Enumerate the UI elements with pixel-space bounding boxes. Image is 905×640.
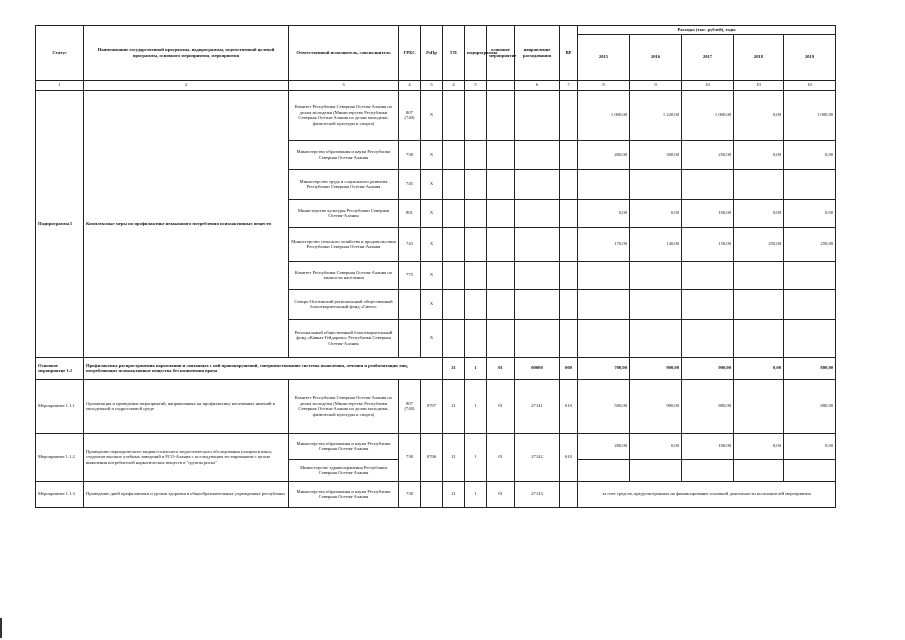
grbs-cell: 807 (740) xyxy=(399,379,421,433)
subprogram-name: Комплексные меры по профилактике незаконного потребления психоактивных веществ xyxy=(84,90,289,357)
grbs-cell: 743 xyxy=(399,227,421,261)
executor-cell: Комитет Республики Северная Осетия-Алания по занятости населения xyxy=(289,261,399,289)
rzpr-cell: Х xyxy=(421,289,443,319)
executor-cell: Министерство здравоохранения Республики Северная Осетия-Алания xyxy=(289,459,399,481)
grbs-cell xyxy=(399,289,421,319)
column-number: 9 xyxy=(630,80,682,90)
event-status: Мероприятие 1.1.1 xyxy=(36,379,84,433)
rzpr-cell: Х xyxy=(421,169,443,199)
value-cell: 0,00 xyxy=(630,433,682,459)
main-event-name: Профилактика распространения наркомании и связанных с ней правонарушений, совершенствование системы выявления, лечения и реабилитации лиц, потребляющих психоактивные вещества без назначения врача xyxy=(84,357,443,379)
column-number: 4 xyxy=(399,80,421,90)
executor-cell: Министерство сельского хозяйства и продовольствия Республики Северная Осетия-Алания xyxy=(289,227,399,261)
subprogram-cell: 1 xyxy=(465,433,487,481)
value-cell: 900,00 xyxy=(682,357,734,379)
table-row xyxy=(36,379,836,433)
subprogram-status: Подпрограмма I xyxy=(36,90,84,357)
direction-cell: 00000 xyxy=(515,357,560,379)
subprogram-cell: 1 xyxy=(465,357,487,379)
value-cell: 150,00 xyxy=(682,227,734,261)
main-event-status: Основное мероприятие 1.1 xyxy=(36,357,84,379)
value-cell: 400,00 xyxy=(578,140,630,169)
rzpr-cell: Х xyxy=(421,227,443,261)
value-cell: 0,00 xyxy=(784,433,836,459)
value-cell: 0,00 xyxy=(734,199,784,227)
executor-cell: Министерство образования и науки Республики Северная Осетия-Алания xyxy=(289,140,399,169)
column-number: 5 xyxy=(421,80,443,90)
value-cell: 0,00 xyxy=(784,140,836,169)
value-cell: 100,00 xyxy=(682,433,734,459)
direction-cell: 27142 xyxy=(515,433,560,481)
main-event-cell: 01 xyxy=(487,357,515,379)
grbs-cell: 775 xyxy=(399,261,421,289)
grbs-cell xyxy=(399,319,421,357)
direction-cell: 27143 xyxy=(515,481,560,507)
value-cell: 800,00 xyxy=(784,379,836,433)
grbs-cell: 738 xyxy=(399,433,421,481)
grbs-cell: 745 xyxy=(399,169,421,199)
header-year: 2019 xyxy=(784,34,836,80)
rzpr-cell: Х xyxy=(421,319,443,357)
header-year: 2017 xyxy=(682,34,734,80)
value-cell: 140,00 xyxy=(630,227,682,261)
value-cell: 0,00 xyxy=(734,433,784,459)
header-name: Наименование государственной программы, подпрограммы, ведомственной целевой программы, основного мероприятия, мероприятия xyxy=(84,26,289,81)
executor-cell: Комитет Республики Северная Осетия-Алания по делам молодежи (Министерство Республики Северная Осетия-Алания по делам молодежи, физической культуры и спорта) xyxy=(289,379,399,433)
column-number-row xyxy=(36,80,836,90)
header-gp: ГП xyxy=(443,26,465,81)
gp-cell: 21 xyxy=(443,433,465,481)
main-event-cell: 01 xyxy=(487,379,515,433)
executor-cell: Министерство труда и социального развития Республики Северная Осетия-Алания xyxy=(289,169,399,199)
value-cell: 200,00 xyxy=(578,433,630,459)
value-cell: 700,00 xyxy=(578,357,630,379)
table-row xyxy=(36,481,836,507)
column-number: 10 xyxy=(682,80,734,90)
header-subprogram: подпрограмма xyxy=(465,26,487,81)
executor-cell: Министерство образования и науки Республики Северная Осетия-Алания xyxy=(289,481,399,507)
table-row xyxy=(36,357,836,379)
header-year: 2016 xyxy=(630,34,682,80)
value-cell: 900,00 xyxy=(630,379,682,433)
value-cell: 1 000,00 xyxy=(682,90,734,140)
value-cell: 1 220,00 xyxy=(630,90,682,140)
rzpr-cell: Х xyxy=(421,90,443,140)
vr-cell: 610 xyxy=(560,379,578,433)
column-number: 3 xyxy=(289,80,399,90)
event-status: Мероприятие 1.1.2 xyxy=(36,433,84,481)
event-name: Проведение дней профилактики и уроков здоровья в общеобразовательных учреждениях республики xyxy=(84,481,289,507)
value-cell: 250,00 xyxy=(682,140,734,169)
rzpr-cell: 0707 xyxy=(421,379,443,433)
vr-cell: 000 xyxy=(560,357,578,379)
gp-cell: 21 xyxy=(443,357,465,379)
column-number: 6 xyxy=(515,80,560,90)
header-year: 2015 xyxy=(578,34,630,80)
header-rzpr: РзПр xyxy=(421,26,443,81)
gp-cell: 21 xyxy=(443,481,465,507)
value-cell: 250,00 xyxy=(784,227,836,261)
funding-note: за счет средств, предусмотренных на финансирование основной деятельности исполнителей мероприятия xyxy=(578,481,836,507)
scan-edge-mark xyxy=(0,618,2,638)
header-row xyxy=(36,26,836,35)
rzpr-cell: Х xyxy=(421,261,443,289)
table-row xyxy=(36,90,836,140)
vr-cell: 610 xyxy=(560,433,578,481)
header-main-event: основное мероприятие xyxy=(487,26,515,81)
main-event-cell: 01 xyxy=(487,433,515,481)
column-number: 10 xyxy=(784,80,836,90)
rzpr-cell: Х xyxy=(421,199,443,227)
value-cell: 300,00 xyxy=(630,140,682,169)
grbs-cell: 807 (740) xyxy=(399,90,421,140)
executor-cell: Комитет Республики Северная Осетия-Алания по делам молодежи (Министерство Республики Северная Осетия-Алания по делам молодежи, физической культуры и спорта) xyxy=(289,90,399,140)
value-cell: 0,00 xyxy=(734,140,784,169)
event-name: Организация и проведение мероприятий, направленных на профилактику негативных явлений в молодежной и подростковой среде xyxy=(84,379,289,433)
column-number: 5 xyxy=(465,80,487,90)
value-cell: 100,00 xyxy=(682,199,734,227)
value-cell: 900,00 xyxy=(630,357,682,379)
direction-cell: 27141 xyxy=(515,379,560,433)
subprogram-cell: 1 xyxy=(465,379,487,433)
subprogram-cell: 1 xyxy=(465,481,487,507)
executor-cell: Министерство культуры Республики Северная Осетия-Алания xyxy=(289,199,399,227)
column-number: 2 xyxy=(84,80,289,90)
value-cell: 0,00 xyxy=(734,357,784,379)
column-number: 7 xyxy=(560,80,578,90)
rzpr-cell: 0706 xyxy=(421,433,443,481)
executor-cell: Северо-Осетинский региональный общественный благотворительный фонд «Свеча» xyxy=(289,289,399,319)
executor-cell: Министерство образования и науки Республики Северная Осетия-Алания xyxy=(289,433,399,459)
value-cell: 0,00 xyxy=(630,199,682,227)
grbs-cell: 738 xyxy=(399,140,421,169)
event-name: Проведение периодического медико-психолого-педагогического обследования учащихся школ, студентов высших учебных заведений в РСО-Алания с последующим тестированием с целью выявления потребителей наркотических веществ в "группы риска" xyxy=(84,433,289,481)
value-cell: 250,00 xyxy=(734,227,784,261)
program-table xyxy=(35,25,836,508)
main-event-cell: 01 xyxy=(487,481,515,507)
executor-cell: Региональный общественный благотворительный фонд «Кавказ-Гейдарово» Республики Северная Осетия-Алания xyxy=(289,319,399,357)
column-number: 4 xyxy=(443,80,465,90)
column-number: 1 xyxy=(36,80,84,90)
header-status: Статус xyxy=(36,26,84,81)
value-cell: 1 000,00 xyxy=(578,90,630,140)
header-grbs: ГРБС xyxy=(399,26,421,81)
grbs-cell: 738 xyxy=(399,481,421,507)
column-number: 8 xyxy=(578,80,630,90)
grbs-cell: 801 xyxy=(399,199,421,227)
value-cell: 0,00 xyxy=(734,90,784,140)
value-cell: 800,00 xyxy=(682,379,734,433)
table-row xyxy=(36,433,836,459)
value-cell: 0,00 xyxy=(578,199,630,227)
header-executor: Ответственный исполнитель, соисполнитель xyxy=(289,26,399,81)
header-expenses: Расходы (тыс. рублей), годы xyxy=(578,26,836,35)
header-direction: направление расходования xyxy=(515,26,560,81)
column-number xyxy=(487,80,515,90)
header-year: 2018 xyxy=(734,34,784,80)
value-cell: 170,00 xyxy=(578,227,630,261)
rzpr-cell: Х xyxy=(421,140,443,169)
value-cell: 500,00 xyxy=(578,379,630,433)
value-cell: 1 000,00 xyxy=(784,90,836,140)
column-number: 10 xyxy=(734,80,784,90)
value-cell: 0,00 xyxy=(784,199,836,227)
event-status: Мероприятие 1.1.3 xyxy=(36,481,84,507)
gp-cell: 21 xyxy=(443,379,465,433)
value-cell xyxy=(734,379,784,433)
value-cell: 800,00 xyxy=(784,357,836,379)
header-vr: ВР xyxy=(560,26,578,81)
